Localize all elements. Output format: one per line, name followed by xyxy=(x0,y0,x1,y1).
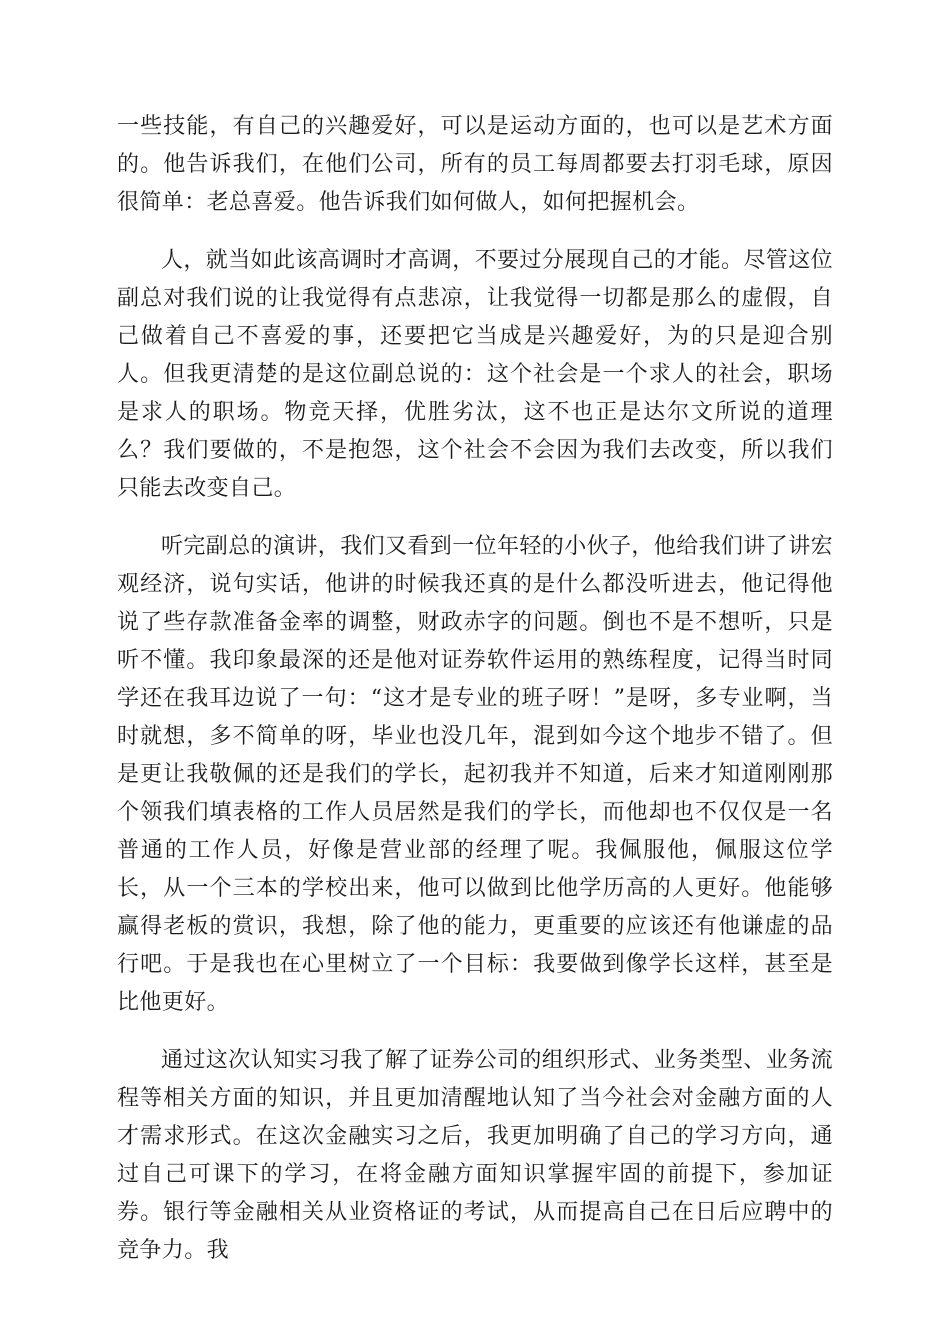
document-body xyxy=(117,108,833,1290)
paragraph-1: 一些技能，有自己的兴趣爱好，可以是运动方面的，也可以是艺术方面的。他告诉我们，在他们公司，所有的员工每周都要去打羽毛球，原因很简单：老总喜爱。他告诉我们如何做人，如何把握机会。 xyxy=(117,114,833,215)
paragraph-4: 通过这次认知实习我了解了证券公司的组织形式、业务类型、业务流程等相关方面的知识，并且更加清醒地认知了当今社会对金融方面的人才需求形式。在这次金融实习之后，我更加明确了自己的学习方向，通过自己可课下的学习，在将金融方面知识掌握牢固的前提下，参加证券。银行等金融相关从业资格证的考试，从而提高自己在日后应聘中的竞争力。我 xyxy=(117,1048,834,1263)
paragraph-3: 听完副总的演讲，我们又看到一位年轻的小伙子，他给我们讲了讲宏观经济，说句实话，他讲的时候我还真的是什么都没听进去，他记得他说了些存款准备金率的调整，财政赤字的问题。倒也不是不想听，只是听不懂。我印象最深的还是他对证券软件运用的熟练程度，记得当时同学还在我耳边说了一句：“这才是专业的班子呀！”是呀，多专业啊，当时就想，多不简单的呀，毕业也没几年，混到如今这个地步不错了。但是更让我敬佩的还是我们的学长，起初我并不知道，后来才知道刚刚那个领我们填表格的工作人员居然是我们的学长，而他却也不仅仅是一名普通的工作人员，好像是营业部的经理了呢。我佩服他，佩服这位学长，从一个三本的学校出来，他可以做到比他学历高的人更好。他能够赢得老板的赏识，我想，除了他的能力，更重要的应该还有他谦虚的品行吧。于是我也在心里树立了一个目标：我要做到像学长这样，甚至是比他更好。 xyxy=(117,534,834,1015)
paragraph-2: 人，就当如此该高调时才高调，不要过分展现自己的才能。尽管这位副总对我们说的让我觉得有点悲凉，让我觉得一切都是那么的虚假，自己做着自己不喜爱的事，还要把它当成是兴趣爱好，为的只是迎合别人。但我更清楚的是这位副总说的：这个社会是一个求人的社会，职场是求人的职场。物竞天择，优胜劣汰，这不也正是达尔文所说的道理么？我们要做的，不是抱怨，这个社会不会因为我们去改变，所以我们只能去改变自己。 xyxy=(117,248,834,501)
